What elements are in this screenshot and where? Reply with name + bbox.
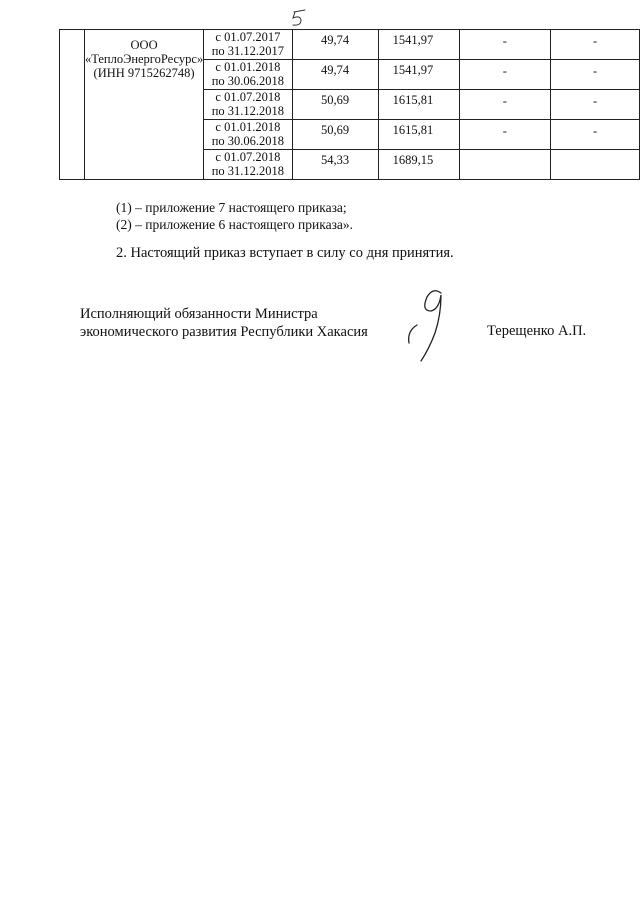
signatory-title <box>80 305 368 341</box>
tariff-value-1: 49,74 <box>292 60 378 90</box>
organization-line2: «ТеплоЭнергоРесурс» <box>84 52 204 66</box>
period-to: по 30.06.2018 <box>211 74 285 88</box>
tariff-table <box>59 29 640 180</box>
period-cell <box>204 60 292 90</box>
dash-cell-1 <box>459 150 551 180</box>
dash-cell-1: - <box>459 120 551 150</box>
tariff-value-2: 1615,81 <box>378 120 459 150</box>
tariff-value-1: 54,33 <box>292 150 378 180</box>
footnote-1: (1) – приложение 7 настоящего приказа; <box>116 200 347 215</box>
organization-line1: ООО <box>130 38 158 52</box>
period-to: по 31.12.2018 <box>211 104 285 118</box>
index-cell <box>60 30 85 180</box>
footnotes <box>116 199 353 233</box>
tariff-value-1: 50,69 <box>292 120 378 150</box>
dash-cell-2: - <box>551 120 640 150</box>
period-from: с 01.07.2017 <box>215 30 281 44</box>
signer-name: Терещенко А.П. <box>487 323 587 339</box>
dash-cell-1: - <box>459 30 551 60</box>
period-cell <box>204 120 292 150</box>
period-cell <box>204 90 292 120</box>
footnote-2: (2) – приложение 6 настоящего приказа». <box>116 217 354 232</box>
dash-cell-1: - <box>459 60 551 90</box>
organization-cell <box>84 30 203 180</box>
signatory-title-line-1: Исполняющий обязанности Министра <box>80 306 318 322</box>
tariff-value-2: 1541,97 <box>378 60 459 90</box>
period-from: с 01.07.2018 <box>215 90 281 104</box>
organization-line3: (ИНН 9715262748) <box>93 66 195 80</box>
period-to: по 31.12.2018 <box>211 164 285 178</box>
tariff-value-1: 49,74 <box>292 30 378 60</box>
dash-cell-2 <box>551 150 640 180</box>
tariff-value-2: 1615,81 <box>378 90 459 120</box>
dash-cell-2: - <box>551 30 640 60</box>
period-from: с 01.01.2018 <box>215 60 281 74</box>
dash-cell-1: - <box>459 90 551 120</box>
period-to: по 30.06.2018 <box>211 134 285 148</box>
period-from: с 01.01.2018 <box>215 120 281 134</box>
tariff-value-1: 50,69 <box>292 90 378 120</box>
signatory-title-line-2: экономического развития Республики Хакасия <box>80 324 368 340</box>
effective-clause: 2. Настоящий приказ вступает в силу со дня принятия. <box>116 245 454 261</box>
table-row <box>60 30 640 60</box>
handwritten-page-number <box>286 6 310 30</box>
dash-cell-2: - <box>551 60 640 90</box>
period-to: по 31.12.2017 <box>211 44 285 58</box>
tariff-value-2: 1689,15 <box>378 150 459 180</box>
tariff-value-2: 1541,97 <box>378 30 459 60</box>
handwritten-signature <box>395 285 455 365</box>
dash-cell-2: - <box>551 90 640 120</box>
period-from: с 01.07.2018 <box>215 150 281 164</box>
period-cell <box>204 30 292 60</box>
period-cell <box>204 150 292 180</box>
